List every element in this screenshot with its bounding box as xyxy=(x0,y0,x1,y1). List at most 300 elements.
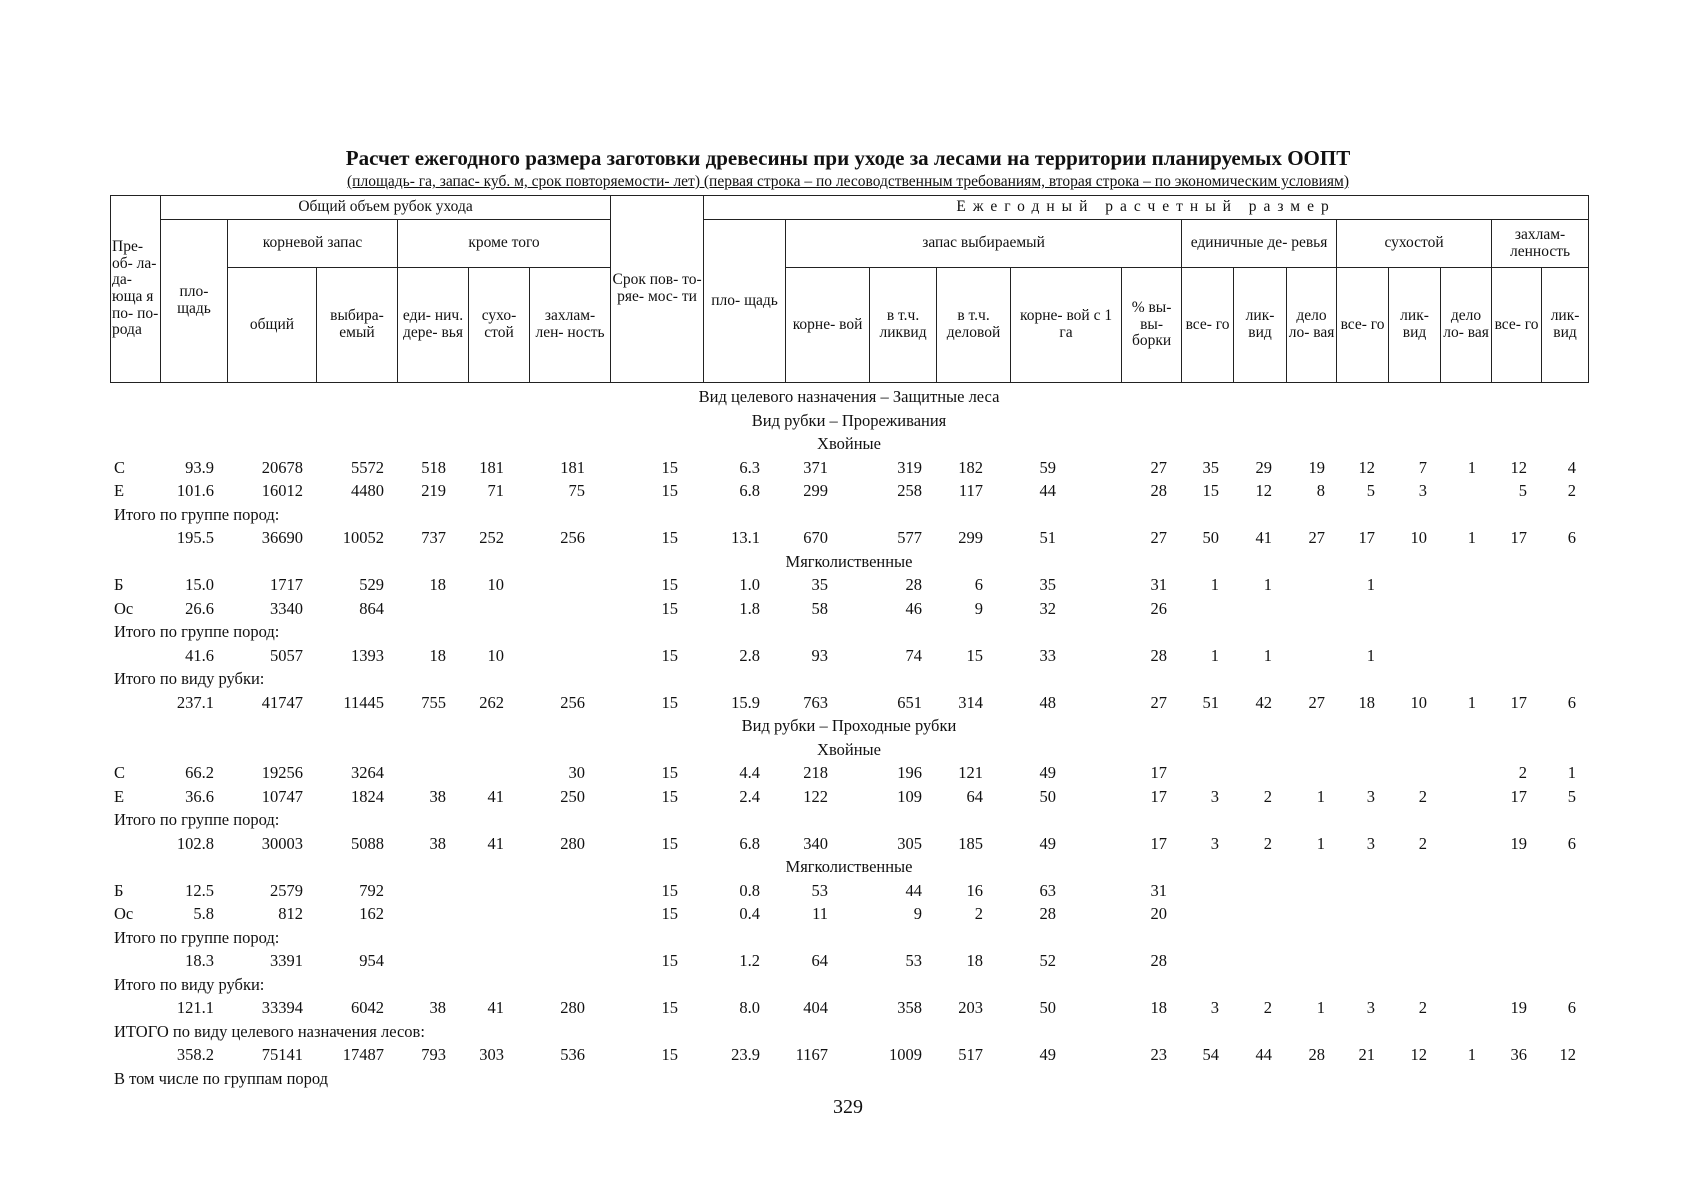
row-label: Итого по виду рубки: xyxy=(114,974,265,994)
table-cell: 2 xyxy=(1263,998,1272,1017)
table-cell: 5572 xyxy=(351,457,384,477)
table-cell: 6.8 xyxy=(739,481,760,500)
table-cell: 2 xyxy=(1263,833,1272,853)
table-body xyxy=(110,385,1588,1090)
table-cell: 280 xyxy=(560,833,585,853)
section-heading-text: Мягколиственные xyxy=(785,857,913,876)
species-label: Е xyxy=(114,481,125,500)
table-cell: 121 xyxy=(958,763,983,782)
header-clutter-sub: захлам- лен- ность xyxy=(530,268,611,383)
table-cell: 1824 xyxy=(351,786,384,806)
table-cell: 5057 xyxy=(270,645,303,665)
table-cell: 7 xyxy=(1418,457,1427,477)
table-cell: 299 xyxy=(803,481,828,500)
table-cell: 10052 xyxy=(342,528,384,547)
table-cell: 15 xyxy=(661,692,678,712)
table-cell: 44 xyxy=(1039,481,1056,500)
header-business: дело ло- вая xyxy=(1287,268,1337,383)
table-cell: 17 xyxy=(1358,528,1375,547)
table-cell: 17 xyxy=(1510,692,1527,712)
species-label: Ос xyxy=(114,904,134,923)
table-cell: 93 xyxy=(811,645,828,665)
table-cell: 41 xyxy=(487,998,504,1017)
table-cell: 1167 xyxy=(795,1045,828,1064)
table-cell: 10 xyxy=(1410,528,1427,547)
row-label: Итого по группе пород: xyxy=(114,504,280,524)
table-cell: 12 xyxy=(1510,457,1527,477)
table-cell: 19 xyxy=(1510,998,1527,1017)
table-cell: 812 xyxy=(278,904,303,923)
table-cell: 670 xyxy=(803,528,828,547)
row-label: ИТОГО по виду целевого назначения лесов: xyxy=(114,1021,425,1041)
table-cell: 763 xyxy=(803,692,828,712)
table-cell: 1.0 xyxy=(739,575,760,594)
table-cell: 31 xyxy=(1150,575,1167,594)
table-cell: 75 xyxy=(568,481,585,500)
table-cell: 182 xyxy=(958,457,983,477)
table-cell: 49 xyxy=(1039,763,1056,782)
table-cell: 0.4 xyxy=(739,904,760,923)
table-cell: 44 xyxy=(905,880,922,900)
table-cell: 44 xyxy=(1255,1045,1272,1064)
table-cell: 305 xyxy=(897,833,922,853)
table-cell: 66.2 xyxy=(185,763,214,782)
species-label: Е xyxy=(114,786,125,806)
table-cell: 9 xyxy=(913,904,922,923)
table-cell: 15 xyxy=(966,645,983,665)
table-cell: 64 xyxy=(966,786,983,806)
table-cell: 1 xyxy=(1210,645,1219,665)
table-cell: 17 xyxy=(1510,528,1527,547)
header-business-2: дело ло- вая xyxy=(1441,268,1492,383)
table-cell: 50 xyxy=(1039,786,1056,806)
table-cell: 2 xyxy=(1418,786,1427,806)
header-all-2: все- го xyxy=(1337,268,1389,383)
table-cell: 1 xyxy=(1467,1045,1476,1064)
table-cell: 6.3 xyxy=(739,457,760,477)
table-cell: 314 xyxy=(958,692,983,712)
subtotal-label xyxy=(110,503,1588,527)
table-cell: 63 xyxy=(1039,880,1056,900)
table-header xyxy=(110,195,1589,383)
table-cell: 33 xyxy=(1039,645,1056,665)
table-cell: 15 xyxy=(661,833,678,853)
table-cell: 26 xyxy=(1150,598,1167,618)
table-row xyxy=(110,691,1588,715)
table-cell: 30 xyxy=(568,763,585,782)
table-cell: 15.0 xyxy=(185,575,214,594)
table-cell: 17 xyxy=(1150,833,1167,853)
table-cell: 4480 xyxy=(351,481,384,500)
header-dead: сухостой xyxy=(1337,220,1492,268)
section-heading xyxy=(110,432,1588,456)
table-cell: 18 xyxy=(1358,692,1375,712)
table-cell: 3340 xyxy=(270,598,303,618)
table-cell: 35 xyxy=(811,575,828,594)
table-cell: 12 xyxy=(1358,457,1375,477)
table-cell: 1 xyxy=(1316,833,1325,853)
table-cell: 3264 xyxy=(351,763,384,782)
table-cell: 71 xyxy=(487,481,504,500)
table-cell: 58 xyxy=(811,598,828,618)
table-cell: 101.6 xyxy=(176,481,214,500)
table-cell: 35 xyxy=(1039,575,1056,594)
page-title: Расчет ежегодного размера заготовки древесины при уходе за лесами на территории планируемых ООПТ xyxy=(345,146,1351,170)
table-cell: 28 xyxy=(905,575,922,594)
row-label: Итого по группе пород: xyxy=(114,927,280,947)
table-cell: 181 xyxy=(479,457,504,477)
table-row xyxy=(110,902,1588,926)
table-cell: 10 xyxy=(1410,692,1427,712)
table-cell: 27 xyxy=(1150,692,1167,712)
table-cell: 262 xyxy=(479,692,504,712)
table-cell: 18 xyxy=(429,645,446,665)
table-cell: 36.6 xyxy=(185,786,214,806)
table-cell: 3 xyxy=(1366,786,1375,806)
table-cell: 1 xyxy=(1263,575,1272,594)
section-heading xyxy=(110,550,1588,574)
table-cell: 1009 xyxy=(889,1045,922,1064)
table-cell: 23 xyxy=(1150,1045,1167,1064)
table-row xyxy=(110,597,1588,621)
header-all: все- го xyxy=(1182,268,1234,383)
table-cell: 1 xyxy=(1567,763,1576,782)
table-cell: 28 xyxy=(1150,645,1167,665)
table-cell: 23.9 xyxy=(731,1045,760,1064)
header-single: еди- нич. дере- вья xyxy=(398,268,469,383)
page-number: 329 xyxy=(833,1096,863,1118)
table-cell: 2 xyxy=(1418,833,1427,853)
table-cell: 1 xyxy=(1263,645,1272,665)
table-cell: 5088 xyxy=(351,833,384,853)
table-row xyxy=(110,832,1588,856)
table-row xyxy=(110,573,1588,597)
table-cell: 52 xyxy=(1039,951,1056,970)
header-deadwood: сухо- стой xyxy=(469,268,530,383)
header-annual-area: пло- щадь xyxy=(704,220,786,383)
table-cell: 42 xyxy=(1255,692,1272,712)
header-root: корне- вой xyxy=(786,268,870,383)
table-cell: 529 xyxy=(359,575,384,594)
row-label: Итого по группе пород: xyxy=(114,622,280,641)
subtotal-label xyxy=(110,808,1588,832)
table-cell: 1 xyxy=(1366,575,1375,594)
table-cell: 28 xyxy=(1308,1045,1325,1064)
table-cell: 26.6 xyxy=(185,598,214,618)
table-cell: 18 xyxy=(1150,998,1167,1017)
table-cell: 27 xyxy=(1308,692,1325,712)
table-cell: 1.8 xyxy=(739,598,760,618)
section-heading xyxy=(110,714,1588,738)
header-total-volume: Общий объем рубок ухода xyxy=(161,196,611,220)
table-cell: 792 xyxy=(359,880,384,900)
table-row xyxy=(110,479,1588,503)
table-cell: 12 xyxy=(1255,481,1272,500)
table-cell: 19 xyxy=(1308,457,1325,477)
table-cell: 53 xyxy=(811,880,828,900)
table-cell: 3 xyxy=(1366,998,1375,1017)
table-cell: 371 xyxy=(803,457,828,477)
section-heading-text: Хвойные xyxy=(817,739,881,759)
table-cell: 15 xyxy=(661,998,678,1017)
species-label: С xyxy=(114,457,126,477)
header-root-per-ha: корне- вой с 1 га xyxy=(1011,268,1122,383)
table-cell: 21 xyxy=(1358,1045,1375,1064)
table-cell: 50 xyxy=(1202,528,1219,547)
table-cell: 15 xyxy=(661,598,678,618)
table-cell: 49 xyxy=(1039,1045,1056,1064)
table-cell: 1.2 xyxy=(739,951,760,970)
table-cell: 33394 xyxy=(261,998,303,1017)
table-cell: 5.8 xyxy=(193,904,214,923)
table-cell: 536 xyxy=(560,1045,585,1064)
table-cell: 93.9 xyxy=(185,457,214,477)
table-cell: 15 xyxy=(661,528,678,547)
subtotal-label xyxy=(110,1020,1588,1044)
table-cell: 8 xyxy=(1316,481,1325,500)
table-cell: 1 xyxy=(1467,457,1476,477)
table-cell: 250 xyxy=(560,786,585,806)
row-label: Итого по группе пород: xyxy=(114,810,280,829)
table-cell: 41747 xyxy=(261,692,303,712)
table-cell: 6 xyxy=(974,575,983,594)
table-cell: 15 xyxy=(661,880,678,900)
table-cell: 6 xyxy=(1567,692,1576,712)
header-total: общий xyxy=(228,268,317,383)
table-cell: 41 xyxy=(1255,528,1272,547)
section-heading xyxy=(110,409,1588,433)
table-cell: 32 xyxy=(1039,598,1056,618)
table-cell: 15 xyxy=(661,786,678,806)
table-cell: 258 xyxy=(897,481,922,500)
table-cell: 16012 xyxy=(261,481,303,500)
table-cell: 2 xyxy=(1263,786,1272,806)
table-cell: 19256 xyxy=(261,763,303,782)
table-cell: 303 xyxy=(479,1045,504,1064)
table-cell: 20 xyxy=(1150,904,1167,923)
table-cell: 181 xyxy=(560,457,585,477)
species-label: Б xyxy=(114,575,124,594)
table-cell: 15 xyxy=(661,645,678,665)
table-cell: 12 xyxy=(1410,1045,1427,1064)
section-heading-text: Вид целевого назначения – Защитные леса xyxy=(698,387,1000,406)
table-cell: 117 xyxy=(958,481,983,500)
table-cell: 319 xyxy=(897,457,922,477)
header-liquid-3: лик- вид xyxy=(1542,268,1589,383)
table-cell: 50 xyxy=(1039,998,1056,1017)
table-cell: 6 xyxy=(1567,528,1576,547)
table-cell: 15 xyxy=(1202,481,1219,500)
species-label: С xyxy=(114,763,126,782)
table-cell: 27 xyxy=(1150,457,1167,477)
section-heading-text: Хвойные xyxy=(817,434,881,453)
table-cell: 256 xyxy=(560,528,585,547)
row-label: В том числе по группам пород xyxy=(114,1068,329,1088)
table-cell: 252 xyxy=(479,528,504,547)
table-cell: 17 xyxy=(1150,786,1167,806)
header-liquid: лик- вид xyxy=(1234,268,1287,383)
table-cell: 793 xyxy=(421,1045,446,1064)
table-cell: 737 xyxy=(421,528,446,547)
subtotal-label xyxy=(110,973,1588,997)
table-row xyxy=(110,644,1588,668)
table-cell: 3 xyxy=(1418,481,1427,500)
table-cell: 358.2 xyxy=(176,1045,214,1064)
table-cell: 280 xyxy=(560,998,585,1017)
table-cell: 18.3 xyxy=(185,951,214,970)
table-cell: 2.4 xyxy=(739,786,760,806)
table-cell: 64 xyxy=(811,951,828,970)
table-cell: 11 xyxy=(812,904,828,923)
table-cell: 15 xyxy=(661,763,678,782)
table-cell: 11445 xyxy=(343,692,384,712)
table-cell: 28 xyxy=(1150,481,1167,500)
table-cell: 46 xyxy=(905,598,922,618)
units-subtitle: (площадь- га, запас- куб. м, срок повторяемости- лет) (первая строка – по лесоводственным требованиям, вторая строка – по экономическим условиям) xyxy=(347,173,1349,190)
table-cell: 5 xyxy=(1567,786,1576,806)
table-cell: 6042 xyxy=(351,998,384,1017)
row-label: Итого по виду рубки: xyxy=(114,669,265,688)
header-stock-selected: запас выбираемый xyxy=(786,220,1182,268)
table-cell: 41.6 xyxy=(185,645,214,665)
header-pct-selected: % вы- вы- борки xyxy=(1122,268,1182,383)
section-heading xyxy=(110,738,1588,762)
table-cell: 18 xyxy=(966,951,983,970)
table-cell: 75141 xyxy=(261,1045,303,1064)
table-cell: 17487 xyxy=(342,1045,384,1064)
table-cell: 28 xyxy=(1150,951,1167,970)
header-species: Пре- об- ла- да- юща я по- по- рода xyxy=(111,196,161,383)
table-cell: 17 xyxy=(1150,763,1167,782)
section-heading-text: Мягколиственные xyxy=(785,551,913,571)
table-cell: 18 xyxy=(429,575,446,594)
table-cell: 340 xyxy=(803,833,828,853)
table-cell: 121.1 xyxy=(176,998,214,1017)
table-cell: 195.5 xyxy=(176,528,214,547)
table-cell: 358 xyxy=(897,998,922,1017)
table-cell: 41 xyxy=(487,833,504,853)
table-row xyxy=(110,761,1588,785)
section-heading-text: Вид рубки – Проходные рубки xyxy=(741,716,957,735)
header-area: пло- щадь xyxy=(161,220,228,383)
table-cell: 1 xyxy=(1467,692,1476,712)
table-cell: 1 xyxy=(1316,786,1325,806)
table-cell: 54 xyxy=(1202,1045,1219,1064)
table-cell: 5 xyxy=(1518,481,1527,500)
table-cell: 2 xyxy=(1567,481,1576,500)
table-cell: 38 xyxy=(429,833,446,853)
header-all-3: все- го xyxy=(1492,268,1542,383)
table-cell: 41 xyxy=(487,786,504,806)
table-cell: 51 xyxy=(1039,528,1056,547)
table-row xyxy=(110,1043,1588,1067)
table-cell: 38 xyxy=(429,786,446,806)
table-cell: 4 xyxy=(1567,457,1576,477)
species-label: Ос xyxy=(114,598,134,618)
table-cell: 404 xyxy=(803,998,828,1017)
table-cell: 13.1 xyxy=(731,528,760,547)
table-cell: 9 xyxy=(974,598,983,618)
table-cell: 1393 xyxy=(351,645,384,665)
table-row xyxy=(110,785,1588,809)
section-heading xyxy=(110,385,1588,409)
table-cell: 74 xyxy=(905,645,922,665)
table-cell: 5 xyxy=(1366,481,1375,500)
table-cell: 122 xyxy=(803,786,828,806)
table-cell: 15 xyxy=(661,951,678,970)
table-cell: 517 xyxy=(958,1045,983,1064)
table-cell: 1 xyxy=(1467,528,1476,547)
table-cell: 15 xyxy=(661,481,678,500)
subtotal-label xyxy=(110,667,1588,691)
table-cell: 0.8 xyxy=(739,880,760,900)
table-cell: 6 xyxy=(1567,998,1576,1017)
table-cell: 162 xyxy=(359,904,384,923)
table-cell: 10747 xyxy=(261,786,303,806)
subtotal-label xyxy=(110,926,1588,950)
table-cell: 29 xyxy=(1255,457,1272,477)
table-cell: 954 xyxy=(359,951,384,970)
table-cell: 3 xyxy=(1366,833,1375,853)
table-cell: 185 xyxy=(958,833,983,853)
table-cell: 2.8 xyxy=(739,645,760,665)
table-cell: 518 xyxy=(421,457,446,477)
table-cell: 49 xyxy=(1039,833,1056,853)
table-cell: 12.5 xyxy=(185,880,214,900)
table-cell: 15 xyxy=(661,575,678,594)
subtotal-label xyxy=(110,620,1588,644)
table-cell: 3 xyxy=(1210,998,1219,1017)
table-cell: 19 xyxy=(1510,833,1527,853)
table-cell: 1 xyxy=(1366,645,1375,665)
table-cell: 1 xyxy=(1210,575,1219,594)
table-cell: 237.1 xyxy=(176,692,214,712)
header-root-stock: корневой запас xyxy=(228,220,398,268)
table-cell: 4.4 xyxy=(739,763,760,782)
header-incl-liquid: в т.ч. ликвид xyxy=(870,268,937,383)
table-cell: 10 xyxy=(487,575,504,594)
table-cell: 59 xyxy=(1039,457,1056,477)
header-selected: выбира- емый xyxy=(317,268,398,383)
table-cell: 196 xyxy=(897,763,922,782)
table-cell: 20678 xyxy=(261,457,303,477)
table-cell: 3 xyxy=(1210,786,1219,806)
table-cell: 15 xyxy=(661,1045,678,1064)
table-cell: 10 xyxy=(487,645,504,665)
table-cell: 28 xyxy=(1039,904,1056,923)
table-cell: 15.9 xyxy=(731,692,760,712)
table-cell: 16 xyxy=(966,880,983,900)
table-row xyxy=(110,949,1588,973)
table-cell: 256 xyxy=(560,692,585,712)
table-cell: 30003 xyxy=(261,833,303,853)
table-cell: 53 xyxy=(905,951,922,970)
section-heading xyxy=(110,855,1588,879)
table-cell: 6 xyxy=(1567,833,1576,853)
table-cell: 651 xyxy=(897,692,922,712)
table-cell: 36 xyxy=(1510,1045,1527,1064)
table-cell: 577 xyxy=(897,528,922,547)
table-cell: 2579 xyxy=(270,880,303,900)
table-cell: 1717 xyxy=(270,575,303,594)
header-annual-size: Ежегодный расчетный размер xyxy=(704,196,1589,220)
table-cell: 15 xyxy=(661,457,678,477)
table-cell: 3 xyxy=(1210,833,1219,853)
table-cell: 27 xyxy=(1150,528,1167,547)
header-single-trees: единичные де- ревья xyxy=(1182,220,1337,268)
header-liquid-2: лик- вид xyxy=(1389,268,1441,383)
table-cell: 35 xyxy=(1202,457,1219,477)
